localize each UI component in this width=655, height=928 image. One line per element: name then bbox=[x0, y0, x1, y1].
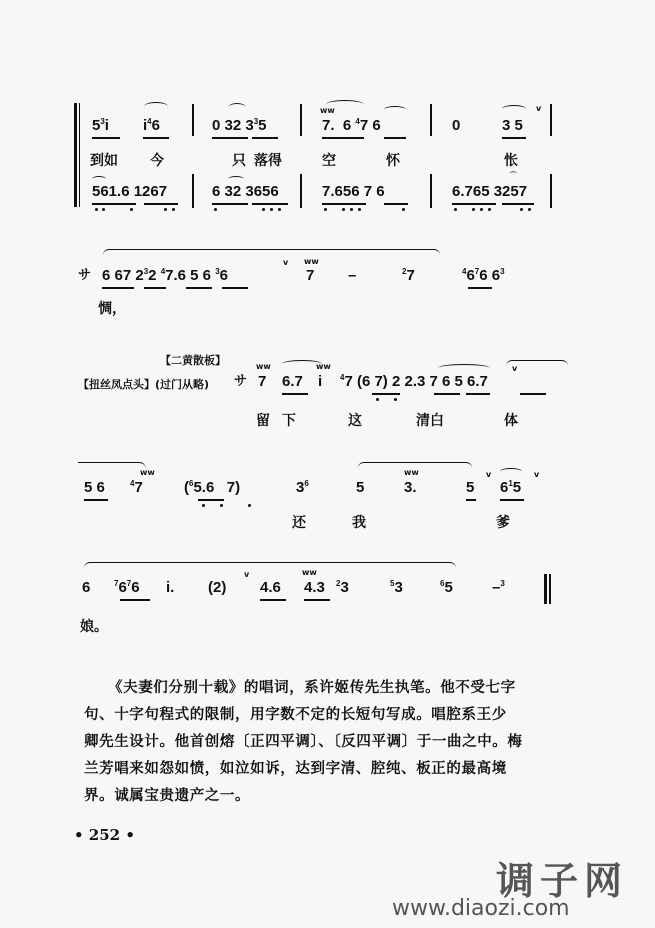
voice-measure-3: 7. 6 $^4$7 6 bbox=[322, 117, 381, 134]
voice-measure-1b: $i^46$ bbox=[143, 117, 160, 134]
lyric: 空 bbox=[322, 153, 336, 169]
underline bbox=[502, 203, 534, 205]
barline bbox=[430, 174, 432, 208]
note-group: 6.7 bbox=[282, 373, 303, 390]
paragraph-line: 兰芳唱来如怨如愤，如泣如诉，达到字清、腔纯、板正的最高境 bbox=[84, 761, 507, 777]
underline bbox=[466, 393, 490, 395]
underline bbox=[384, 203, 408, 205]
note: 6 bbox=[82, 579, 91, 596]
low-octave-dot bbox=[278, 208, 281, 211]
lyric: 怅 bbox=[504, 153, 518, 169]
underline bbox=[222, 287, 248, 289]
low-octave-dot bbox=[164, 208, 167, 211]
lyric: 我 bbox=[352, 515, 366, 531]
lyric: 清白 bbox=[416, 413, 444, 429]
note: 7 bbox=[258, 373, 267, 390]
lyric: 还 bbox=[292, 515, 306, 531]
note: i bbox=[318, 373, 323, 390]
underline bbox=[144, 203, 178, 205]
underline bbox=[282, 393, 308, 395]
note: i. bbox=[166, 579, 175, 596]
system-bracket bbox=[74, 103, 77, 207]
low-octave-dot bbox=[270, 208, 273, 211]
underline bbox=[260, 599, 286, 601]
breath-mark: v bbox=[244, 570, 250, 579]
low-octave-dot bbox=[358, 208, 361, 211]
note: 3. bbox=[404, 479, 417, 496]
underline bbox=[143, 137, 169, 139]
lyric: 娘。 bbox=[80, 619, 108, 635]
note-group: ($^6$5.6 7) bbox=[184, 479, 241, 496]
low-octave-dot bbox=[248, 504, 251, 507]
section-label: 【二黄散板】 bbox=[160, 354, 226, 367]
low-octave-dot bbox=[214, 208, 217, 211]
final-barline-thick bbox=[549, 574, 551, 604]
low-octave-dot bbox=[528, 208, 531, 211]
watermark-url: www.diaozi.com bbox=[392, 896, 570, 921]
underline bbox=[502, 137, 526, 139]
barline bbox=[192, 104, 194, 136]
underline bbox=[322, 203, 366, 205]
breath-mark: v bbox=[486, 470, 492, 479]
lyric: 落得 bbox=[254, 153, 282, 169]
slur bbox=[500, 468, 522, 475]
slur bbox=[144, 102, 168, 111]
lyric: 爹 bbox=[496, 515, 510, 531]
barline bbox=[430, 104, 432, 136]
underline bbox=[500, 499, 524, 501]
low-octave-dot bbox=[342, 208, 345, 211]
low-octave-dot bbox=[102, 208, 105, 211]
voice-measure-4: 0 bbox=[452, 117, 461, 134]
note-group: $^76^76$ bbox=[114, 579, 140, 596]
lyric: 只 bbox=[232, 153, 246, 169]
underline bbox=[144, 287, 166, 289]
low-octave-dot bbox=[130, 208, 133, 211]
low-octave-dot bbox=[350, 208, 353, 211]
underline bbox=[252, 137, 278, 139]
trill-mark: ww bbox=[320, 106, 335, 115]
low-octave-dot bbox=[472, 208, 475, 211]
low-octave-dot bbox=[324, 208, 327, 211]
low-octave-dot bbox=[454, 208, 457, 211]
phrase-slur bbox=[84, 562, 456, 569]
trill-mark: ww bbox=[140, 468, 155, 477]
voice-measure-4b: 3 5 bbox=[502, 117, 523, 134]
low-octave-dot bbox=[220, 504, 223, 507]
trill-mark: ww bbox=[316, 362, 331, 371]
underline bbox=[322, 137, 364, 139]
lyric: 今 bbox=[150, 153, 164, 169]
slur bbox=[92, 176, 106, 182]
barline bbox=[550, 104, 552, 136]
note-group: 4.6 bbox=[260, 579, 281, 596]
low-octave-dot bbox=[95, 208, 98, 211]
lyric: 到如 bbox=[90, 153, 118, 169]
ornament-mark: ⁀ bbox=[510, 172, 517, 181]
page-number: • 252 • bbox=[74, 826, 135, 844]
section-label: 【扭丝凤点头】(过门从略) bbox=[78, 378, 210, 391]
phrase-slur bbox=[103, 249, 440, 256]
underline bbox=[466, 499, 476, 501]
system-bracket-inner bbox=[79, 103, 80, 207]
free-meter-mark: サ bbox=[78, 267, 92, 282]
low-octave-dot bbox=[172, 208, 175, 211]
note-group: $6^15$ bbox=[500, 479, 522, 496]
note-group: $^4$7 (6 7) 2 2.3 7 6 5 6.7 bbox=[340, 373, 488, 390]
low-octave-dot bbox=[202, 504, 205, 507]
note-group: 4.3 bbox=[304, 579, 325, 596]
note: $^2$3 bbox=[336, 579, 349, 596]
slur bbox=[228, 176, 244, 182]
trill-mark: ww bbox=[304, 257, 319, 266]
low-octave-dot bbox=[520, 208, 523, 211]
low-octave-dot bbox=[488, 208, 491, 211]
note-group: 5 6 bbox=[84, 479, 105, 496]
note: 5 bbox=[356, 479, 365, 496]
trill-mark: ww bbox=[302, 568, 317, 577]
accomp-measure-2: 6 32 3656 bbox=[212, 183, 279, 200]
low-octave-dot bbox=[376, 398, 379, 401]
barline bbox=[192, 174, 194, 208]
underline bbox=[198, 499, 224, 501]
underline bbox=[84, 499, 108, 501]
slur bbox=[228, 103, 246, 112]
low-octave-dot bbox=[402, 208, 405, 211]
paragraph-line: 句、十字句程式的限制，用字数不定的长短句写成。唱腔系王少 bbox=[84, 707, 507, 723]
underline bbox=[384, 137, 406, 139]
underline bbox=[468, 287, 492, 289]
note: $^2$7 bbox=[402, 267, 415, 284]
breath-mark: v bbox=[536, 104, 542, 113]
lyric: 惆， bbox=[98, 301, 126, 317]
slur bbox=[326, 100, 364, 109]
lyric: 怀 bbox=[386, 153, 400, 169]
underline bbox=[252, 203, 288, 205]
slur bbox=[384, 106, 406, 113]
breath-mark: v bbox=[534, 470, 540, 479]
dash: – bbox=[348, 267, 357, 284]
barline bbox=[300, 174, 302, 208]
lyric: 体 bbox=[504, 413, 518, 429]
note: $3^6$ bbox=[296, 479, 309, 496]
slur bbox=[438, 364, 490, 372]
phrase-slur bbox=[506, 360, 568, 367]
trill-mark: ww bbox=[256, 362, 271, 371]
lyric: 下 bbox=[282, 413, 296, 429]
underline bbox=[186, 287, 212, 289]
underline bbox=[520, 393, 546, 395]
underline bbox=[372, 393, 400, 395]
paragraph-line: 《夫妻们分别十载》的唱词，系许姬传先生执笔。他不受七字 bbox=[108, 680, 516, 696]
underline bbox=[92, 203, 136, 205]
underline bbox=[212, 137, 248, 139]
note: (2) bbox=[208, 579, 227, 596]
dash: –$^3$ bbox=[492, 579, 505, 596]
note: $^4$7 bbox=[130, 479, 143, 496]
note: 5 bbox=[466, 479, 475, 496]
voice-measure-2: 0 32 $3^35$ bbox=[212, 117, 267, 134]
note: 7 bbox=[306, 267, 315, 284]
note-group: $^46^76$ $6^3$ bbox=[462, 267, 505, 284]
note-group: 6 67 $2^32$ $^4$7.6 5 6 $^3$6 bbox=[102, 267, 228, 284]
breath-mark: v bbox=[512, 364, 518, 373]
paragraph-line: 界。诚属宝贵遗产之一。 bbox=[84, 788, 251, 804]
phrase-slur bbox=[78, 462, 146, 469]
underline bbox=[452, 203, 496, 205]
final-barline bbox=[544, 574, 547, 604]
low-octave-dot bbox=[262, 208, 265, 211]
voice-measure-1: $5^3i$ bbox=[92, 117, 109, 134]
underline bbox=[212, 203, 248, 205]
underline bbox=[102, 287, 134, 289]
underline bbox=[92, 137, 120, 139]
slur bbox=[502, 105, 526, 113]
paragraph-line: 卿先生设计。他首创熔〔正四平调〕、〔反四平调〕于一曲之中。梅 bbox=[84, 734, 523, 750]
underline bbox=[120, 599, 150, 601]
breath-mark: v bbox=[283, 258, 289, 267]
underline bbox=[434, 393, 460, 395]
barline bbox=[300, 104, 302, 136]
underline bbox=[304, 599, 330, 601]
trill-mark: ww bbox=[404, 468, 419, 477]
low-octave-dot bbox=[480, 208, 483, 211]
free-meter-mark: サ bbox=[234, 373, 248, 388]
commentary-paragraph bbox=[84, 675, 584, 810]
note: $^6$5 bbox=[440, 579, 453, 596]
note: $^5$3 bbox=[390, 579, 403, 596]
accomp-measure-3: 7.656 7 6 bbox=[322, 183, 385, 200]
lyric: 这 bbox=[348, 413, 362, 429]
watermark-site-name: 调子网 bbox=[496, 859, 629, 903]
barline bbox=[550, 174, 552, 208]
lyric: 留 bbox=[256, 413, 270, 429]
low-octave-dot bbox=[394, 398, 397, 401]
accomp-measure-1: 561.6 1267 bbox=[92, 183, 168, 200]
accomp-measure-4: 6.765 3257 bbox=[452, 183, 528, 200]
